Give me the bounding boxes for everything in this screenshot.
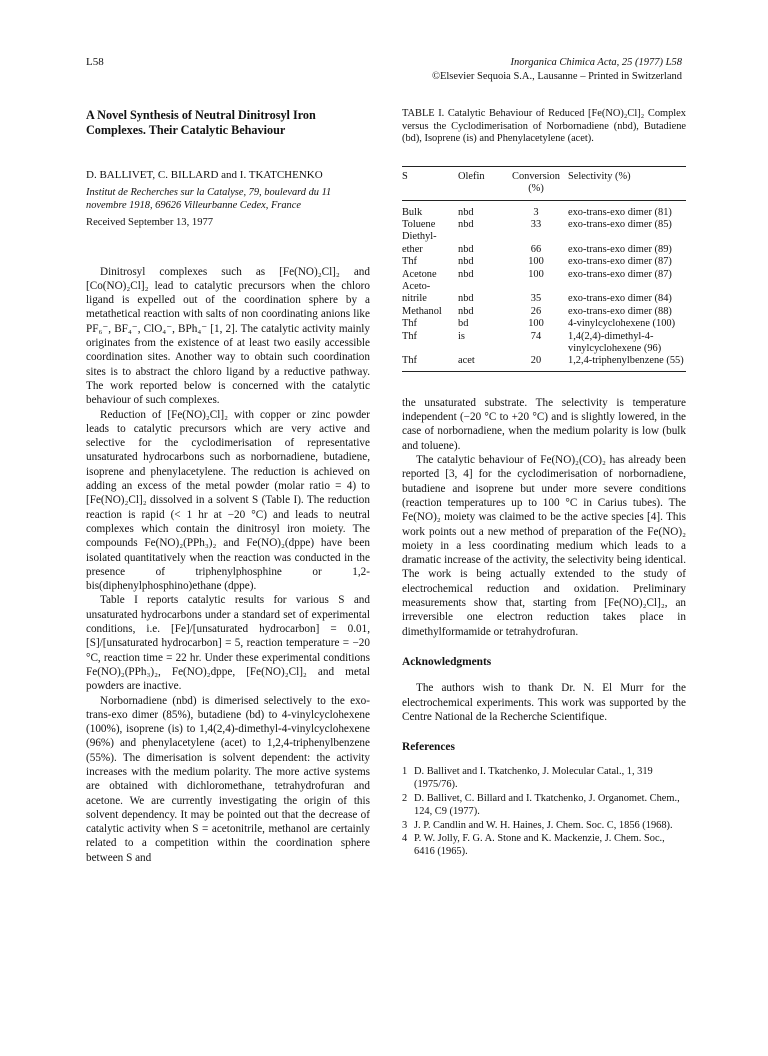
table-cell: Thf	[402, 355, 458, 371]
table-cell	[458, 281, 504, 293]
acknowledgments-heading: Acknowledgments	[402, 655, 492, 668]
table-cell	[458, 231, 504, 243]
table-cell: 33	[530, 219, 542, 230]
reference-text: D. Ballivet and I. Tkatchenko, J. Molecular Catal., 1, 319 (1975/76).	[414, 766, 653, 791]
table-header-cell: Olefin	[458, 166, 504, 200]
reference-text: J. P. Candlin and W. H. Haines, J. Chem. Soc. C, 1856 (1968).	[414, 819, 673, 831]
table-cell: exo-trans-exo dimer (87)	[568, 268, 672, 280]
table-cell: Thf	[402, 330, 418, 342]
table-row	[402, 306, 686, 318]
table-body	[402, 200, 686, 371]
table-row	[402, 281, 686, 293]
table-cell: exo-trans-exo dimer (85)	[568, 219, 672, 230]
article-title: A Novel Synthesis of Neutral Dinitrosyl Iron Complexes. Their Catalytic Behaviour	[86, 108, 316, 137]
left-column	[86, 108, 370, 865]
table-cell: exo-trans-exo dimer (87)	[568, 256, 672, 268]
table-cell: Bulk	[402, 206, 423, 218]
table-cell: 74	[530, 330, 542, 342]
table-cell: exo-trans-exo dimer (88)	[568, 305, 672, 317]
table-cell: 35	[530, 293, 542, 305]
table-cell: Aceto-	[402, 281, 431, 293]
reference-item	[402, 820, 686, 833]
table-cell: exo-trans-exo dimer (89)	[568, 243, 672, 255]
table-cell: nbd	[458, 268, 474, 280]
table-cell: 100	[528, 268, 544, 280]
body-paragraph: the unsaturated substrate. The selectivity is temperature independent (−20 °C to +20 °C) and is slightly lowered, in the case of norbornadiene, when the medium polarity is low (bulk and toluene).	[402, 396, 686, 452]
references-heading: References	[402, 741, 455, 754]
table-cell: ether	[402, 243, 423, 255]
reference-item	[402, 833, 686, 859]
table-header-cell: S	[402, 166, 458, 200]
table-row	[402, 256, 686, 268]
journal-citation: Inorganica Chimica Acta, 25 (1977) L58	[510, 57, 682, 68]
table-cell: Acetone	[402, 268, 437, 280]
table-cell: nbd	[458, 305, 474, 317]
table-cell: nbd	[458, 219, 474, 230]
table-row	[402, 200, 686, 219]
table-cell: Toluene	[402, 219, 436, 230]
reference-number: 1	[402, 766, 408, 778]
reference-text: P. W. Jolly, F. G. A. Stone and K. Mackenzie, J. Chem. Soc., 6416 (1965).	[414, 833, 665, 858]
table-cell: 1,2,4-triphenylbenzene (55)	[568, 355, 686, 371]
page-id: L58	[86, 56, 104, 68]
table-cell	[504, 281, 568, 293]
table-row	[402, 219, 686, 231]
table-row	[402, 269, 686, 281]
table-cell	[504, 231, 568, 243]
table-cell: is	[458, 330, 465, 342]
table-caption: TABLE I. Catalytic Behaviour of Reduced [Fe(NO)₂Cl]₂ Complex versus the Cyclodimerisation of Norbornadiene (nbd), Butadiene (bd), Isoprene (is) and Phenylacetylene (acet).	[402, 108, 686, 145]
table-cell: 100	[528, 318, 544, 330]
table-row	[402, 355, 686, 371]
reference-list	[402, 766, 686, 859]
table-row	[402, 293, 686, 305]
table-cell: 26	[530, 305, 542, 317]
table-cell: nbd	[458, 256, 474, 268]
right-column	[402, 108, 686, 860]
reference-number: 2	[402, 793, 408, 804]
body-paragraph: Table I reports catalytic results for various S and unsaturated hydrocarbons under a standard set of experimental conditions, i.e. [Fe]/[unsaturated hydrocarbon] = 0.01, [S]/[unsaturated hydrocarbon] = 5, reaction temperature = −20 °C, reaction time = 22 hr. Under these experimental conditions Fe(NO)₂(PPh₃)₂, Fe(NO)₂dppe, [Fe(NO)₂Cl]₂ and metal powders are inactive.	[86, 594, 370, 693]
publisher-line: ©Elsevier Sequoia S.A., Lausanne – Printed in Switzerland	[431, 71, 682, 82]
body-paragraph: The catalytic behaviour of Fe(NO)₂(CO)₂ has already been reported [3, 4] for the cyclodimerisation of norbornadiene, butadiene and isoprene but under more severe conditions (reaction temperatures up to 100 °C in Carius tubes). The Fe(NO)₂ moiety was claimed to be the active species [4]. This work points out a new method of preparation of the Fe(NO)₂ moiety in a less coordinating medium which leads to a dramatic increase of the activity, the selectivity being identical. The work is being actually extended to the study of electrochemical reduction and oxidation. Preliminary measurements show that, starting from [Fe(NO)₂Cl]₂, an irreversible one electron reduction takes place in dimethylformamide or tetrahydrofuran.	[402, 454, 686, 638]
received-date: Received September 13, 1977	[86, 217, 214, 229]
reference-number: 4	[402, 833, 408, 845]
table-cell: exo-trans-exo dimer (84)	[568, 293, 672, 305]
table-cell: Methanol	[402, 305, 442, 317]
body-paragraph: Reduction of [Fe(NO)₂Cl]₂ with copper or zinc powder leads to catalytic precursors which are very active and selective for the cyclodimerisation of representative unsaturated hydrocarbons such as norbornadiene, butadiene, isoprene and phenylacetylene. The reduction is achieved on adding an excess of the metal powder (molar ratio = 4) to [Fe(NO)₂Cl]₂ dissolved in a solvent S (Table I). The reduction reaction is rapid (< 1 hr at −20 °C) and leads to neutral complexes which contain the dinitrosyl iron moiety. The compounds Fe(NO)₂(PPh₃)₂ and Fe(NO)₂(dppe) have been isolated quantitatively when the reaction was conducted in the presence of triphenylphosphine or 1,2-bis(diphenylphosphino)ethane (dppe).	[86, 408, 370, 593]
reference-item	[402, 766, 686, 792]
table-row	[402, 244, 686, 256]
journal-header	[432, 56, 682, 84]
table-row	[402, 318, 686, 330]
reference-number: 3	[402, 819, 408, 831]
table-cell: acet	[458, 355, 504, 371]
table-cell: Diethyl-	[402, 231, 437, 243]
reference-text: D. Ballivet, C. Billard and I. Tkatchenko, J. Organomet. Chem., 124, C9 (1977).	[414, 793, 680, 817]
table-row	[402, 331, 686, 356]
table-cell: 20	[504, 355, 568, 371]
table-cell	[568, 231, 686, 243]
table-cell: nitrile	[402, 293, 427, 305]
body-paragraph: Norbornadiene (nbd) is dimerised selectively to the exo-trans-exo dimer (85%), butadiene (bd) to 4-vinylcyclohexene (100%), isoprene (is) to 1,4(2,4)-dimethyl-4-vinylcyclohexene (96%) and phenylacetylene (acet) to 1,2,4-triphenylbenzene (55%). The dimerisation is solvent dependent: the activity increases with the medium polarity. The more active systems are obtained with dichloromethane, tetrahydrofuran and acetone. We are currently investigating the origin of this solvent dependency. It may be pointed out that the decrease of catalytic activity when S = acetonitrile, methanol are certainly related to a competition within the coordination sphere between S and	[86, 694, 370, 864]
table-cell: exo-trans-exo dimer (81)	[568, 206, 672, 218]
acknowledgments-text: The authors wish to thank Dr. N. El Murr for the electrochemical experiments. This work was supported by the Centre National de la Recherche Scientifique.	[402, 682, 686, 723]
table-cell: 100	[528, 256, 544, 268]
table-header-cell: Conversion (%)	[504, 166, 568, 200]
catalysis-table	[402, 166, 686, 372]
author-list: D. BALLIVET, C. BILLARD and I. TKATCHENKO	[86, 169, 323, 181]
table-cell: 1,4(2,4)-dimethyl-4-vinylcyclohexene (96)	[568, 330, 662, 355]
table-cell: bd	[458, 318, 469, 330]
table-cell: Thf	[402, 256, 418, 268]
body-paragraph: Dinitrosyl complexes such as [Fe(NO)₂Cl]₂ and [Co(NO)₂Cl]₂ lead to catalytic precursors when the chloro ligand is expelled out of the coordination sphere by a metathetical reaction with salts of non coordinating anions like PF₆⁻, BF₄⁻, ClO₄⁻, BPh₄⁻ [1, 2]. The catalytic activity mainly originates from the existence of at least two easily accessible coordination sites. Another way to obtain such coordination sites is to abstract the chloro ligand by a reductive pathway. The work reported below is concerned with the catalytic behaviour of such complexes.	[86, 265, 370, 407]
table-cell: Thf	[402, 318, 418, 330]
table-cell: 3	[533, 206, 539, 218]
affiliation: Institut de Recherches sur la Catalyse, 79, boulevard du 11 novembre 1918, 69626 Villeurbanne Cedex, France	[86, 187, 332, 212]
table-header-cell: Selectivity (%)	[568, 166, 686, 200]
table-cell	[568, 281, 686, 293]
reference-item	[402, 793, 686, 819]
table-cell: nbd	[458, 243, 474, 255]
table-cell: 4-vinylcyclohexene (100)	[568, 318, 676, 330]
table-cell: nbd	[458, 293, 474, 305]
table-cell: nbd	[458, 206, 474, 218]
table-header-row	[402, 166, 686, 200]
table-cell: 66	[530, 243, 542, 255]
table-row	[402, 231, 686, 243]
